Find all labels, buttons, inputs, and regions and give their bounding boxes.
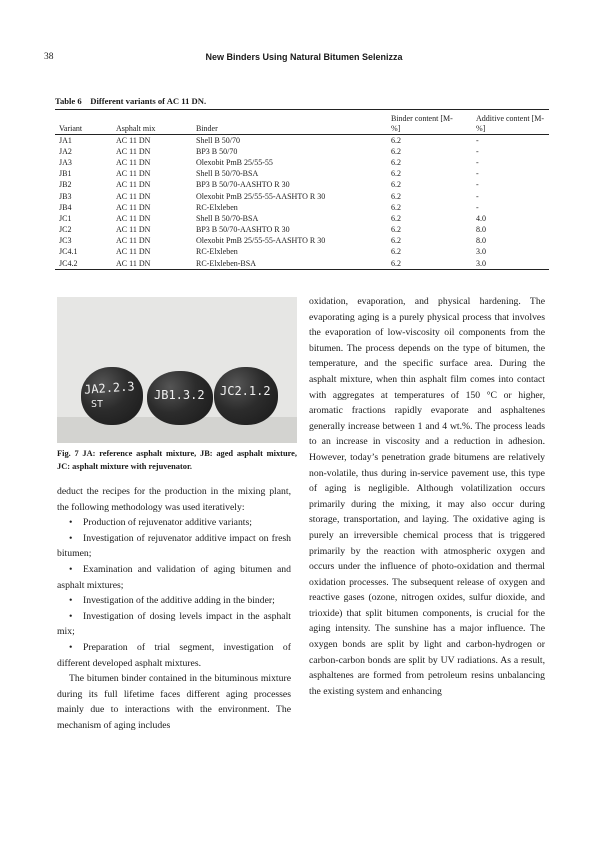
list-item-text: Examination and validation of aging bitumen and asphalt mixtures; (57, 563, 291, 591)
binder-content-header: Binder content [M-%] (391, 114, 453, 133)
table-cell: BP3 B 50/70-AASHTO R 30 (196, 225, 290, 235)
table-cell: AC 11 DN (116, 157, 151, 167)
page-header (44, 52, 564, 66)
table-cell: JA3 (59, 157, 72, 167)
table-cell: 6.2 (391, 157, 401, 167)
table-cell: 6.2 (391, 213, 401, 223)
bullet-icon: • (69, 532, 73, 544)
table-cell: 3.0 (476, 247, 486, 257)
figure-7-photo (57, 297, 297, 443)
table-cell: JB1 (59, 169, 72, 179)
list-item-text: Investigation of rejuvenator additive impact on fresh bitumen; (57, 532, 291, 560)
page-number: 38 (44, 52, 54, 62)
list-item-text: Investigation of dosing levels impact in the asphalt mix; (57, 610, 291, 638)
table-row (55, 202, 549, 213)
table-cell: JC1 (59, 213, 72, 223)
table-cell: JB4 (59, 202, 72, 212)
bullet-icon: • (69, 563, 73, 575)
table-cell: Olexobit PmB 25/55-55-AASHTO R 30 (196, 236, 326, 246)
paragraph: oxidation, evaporation, and physical hardening. The evaporating aging is a purely physical process that involves the evaporation of low-viscosity oil components from the bitumen. The process depends on the type of bitumen, the temperature, and the specific surface area. During the asphalt mixture, when thin asphalt film comes into contact with aggregates at temperatures of 150 °C or higher, aromatic fractions rapidly evaporate and asphaltenes generally increase between 1 and 4 wt.%. The process leads to an increase in viscosity and a reduction in adhesion. However, today’s penetration grade bitumens are relatively non-volatile, thus during in-service pavement use, this type of aging is negligible. Although volatilization occurs primarily during the mixing, it may also occur during storage, transportation, and laying. The oxidative aging is purely an irreversible chemical process that is triggered primarily by the reaction with atmospheric oxygen and occurs under the influence of photo-oxidation and thermal oxidation processes. The subsequent release of oxygen and reactive gases (ozone, nitrogen oxides, sulfur dioxide, and trioxide) that split bitumen components, is crucial for the aging intensity. The sunshine has a major influence. The oxygen bonds are split by light and carbon-hydrogen or carbon-carbon bonds are split by UV radiations. As a result, asphaltenes are formed from petroleum resins unbalancing the existing system and enhancing (309, 296, 545, 697)
table-row (55, 169, 549, 180)
table-row (55, 247, 549, 258)
sample-label: JA2.2.3 (83, 379, 136, 397)
table-cell: JB2 (59, 180, 72, 190)
list-item (57, 562, 291, 593)
table-cell: JC3 (59, 236, 72, 246)
sample-jb (147, 371, 213, 425)
table-cell: 6.2 (391, 225, 401, 235)
table-cell: JA2 (59, 146, 72, 156)
running-title: New Binders Using Natural Bitumen Selenizza (205, 52, 403, 62)
table-cell: AC 11 DN (116, 213, 151, 223)
table-cell: 6.2 (391, 169, 401, 179)
table-cell: 6.2 (391, 146, 401, 156)
table-cell: Olexobit PmB 25/55-55 (196, 157, 273, 167)
table-row (55, 213, 549, 224)
table-cell: JC4.2 (59, 258, 78, 268)
column-header: Variant (59, 124, 83, 133)
table-cell: 6.2 (391, 191, 401, 201)
table-cell: 6.2 (391, 135, 401, 145)
table-row (55, 135, 549, 147)
table-row (55, 146, 549, 157)
column-header: Binder (196, 124, 218, 133)
table-cell: AC 11 DN (116, 191, 151, 201)
table-cell: JB3 (59, 191, 72, 201)
table-cell: 8.0 (476, 236, 486, 246)
table-cell: 6.2 (391, 202, 401, 212)
methodology-list (57, 515, 291, 671)
column-header: Asphalt mix (116, 124, 156, 133)
table-cell: Olexobit PmB 25/55-55-AASHTO R 30 (196, 191, 326, 201)
table-row (55, 157, 549, 168)
table-cell: AC 11 DN (116, 146, 151, 156)
table-cell: AC 11 DN (116, 225, 151, 235)
table-cell: 3.0 (476, 258, 486, 268)
sample-label: JC2.1.2 (220, 384, 271, 398)
column-header (387, 110, 472, 135)
column-header (472, 110, 549, 135)
table-row (55, 258, 549, 270)
table-cell: - (476, 157, 479, 167)
variants-table (55, 109, 549, 270)
list-item (57, 609, 291, 640)
table-cell: - (476, 146, 479, 156)
table-cell: RC-Elxleben-BSA (196, 258, 256, 268)
table-cell: 8.0 (476, 225, 486, 235)
list-item-text: Investigation of the additive adding in the binder; (83, 595, 275, 607)
paragraph: deduct the recipes for the production in the mixing plant, the following methodology was used iteratively: (57, 486, 291, 513)
table-cell: AC 11 DN (116, 247, 151, 257)
table-cell: 6.2 (391, 247, 401, 257)
table-cell: - (476, 135, 479, 145)
bullet-icon: • (69, 517, 73, 529)
table-cell: JC4.1 (59, 247, 78, 257)
table-cell: Shell B 50/70-BSA (196, 169, 259, 179)
table-cell: AC 11 DN (116, 202, 151, 212)
table-caption: Table 6 Different variants of AC 11 DN. (55, 96, 207, 106)
list-item-text: Preparation of trial segment, investigation of different developed asphalt mixtures. (57, 641, 291, 669)
table-cell: - (476, 191, 479, 201)
table-cell: AC 11 DN (116, 180, 151, 190)
sample-jc (214, 367, 278, 425)
table-row (55, 225, 549, 236)
table-cell: 4.0 (476, 213, 486, 223)
right-column (309, 294, 545, 699)
table-cell: 6.2 (391, 236, 401, 246)
table-cell: BP3 B 50/70 (196, 146, 238, 156)
list-item (57, 531, 291, 562)
paragraph: The bitumen binder contained in the bituminous mixture during its full lifetime faces different aging processes mainly due to interactions with the environment. The mechanism of aging includes (57, 673, 291, 731)
table-cell: AC 11 DN (116, 258, 151, 268)
bullet-icon: • (69, 595, 73, 607)
list-item-text: Production of rejuvenator additive variants; (83, 517, 252, 529)
table-cell: AC 11 DN (116, 236, 151, 246)
bullet-icon: • (69, 610, 73, 622)
table-cell: - (476, 169, 479, 179)
table-row (55, 236, 549, 247)
list-item (57, 593, 291, 609)
additive-content-header: Additive content [M-%] (476, 114, 544, 133)
table-cell: 6.2 (391, 180, 401, 190)
table-row (55, 180, 549, 191)
table-cell: - (476, 202, 479, 212)
bullet-icon: • (69, 641, 73, 653)
table-cell: Shell B 50/70-BSA (196, 213, 259, 223)
table-row (55, 191, 549, 202)
table-cell: AC 11 DN (116, 135, 151, 145)
table-cell: RC-Elxleben (196, 247, 238, 257)
table-cell: JC2 (59, 225, 72, 235)
table-cell: BP3 B 50/70-AASHTO R 30 (196, 180, 290, 190)
table-cell: JA1 (59, 135, 72, 145)
sample-ja (81, 367, 143, 425)
sample-label: JB1.3.2 (154, 388, 205, 402)
left-column (57, 484, 291, 734)
figure-caption: Fig. 7 JA: reference asphalt mixture, JB: aged asphalt mixture, JC: asphalt mixture with rejuvenator. (57, 449, 297, 471)
table-cell: AC 11 DN (116, 169, 151, 179)
table-cell: RC-Elxleben (196, 202, 238, 212)
list-item (57, 640, 291, 671)
list-item (57, 515, 291, 531)
table-cell: Shell B 50/70 (196, 135, 241, 145)
sample-label: ST (91, 399, 104, 410)
table-cell: 6.2 (391, 258, 401, 268)
table-cell: - (476, 180, 479, 190)
table-header-row (55, 110, 549, 135)
